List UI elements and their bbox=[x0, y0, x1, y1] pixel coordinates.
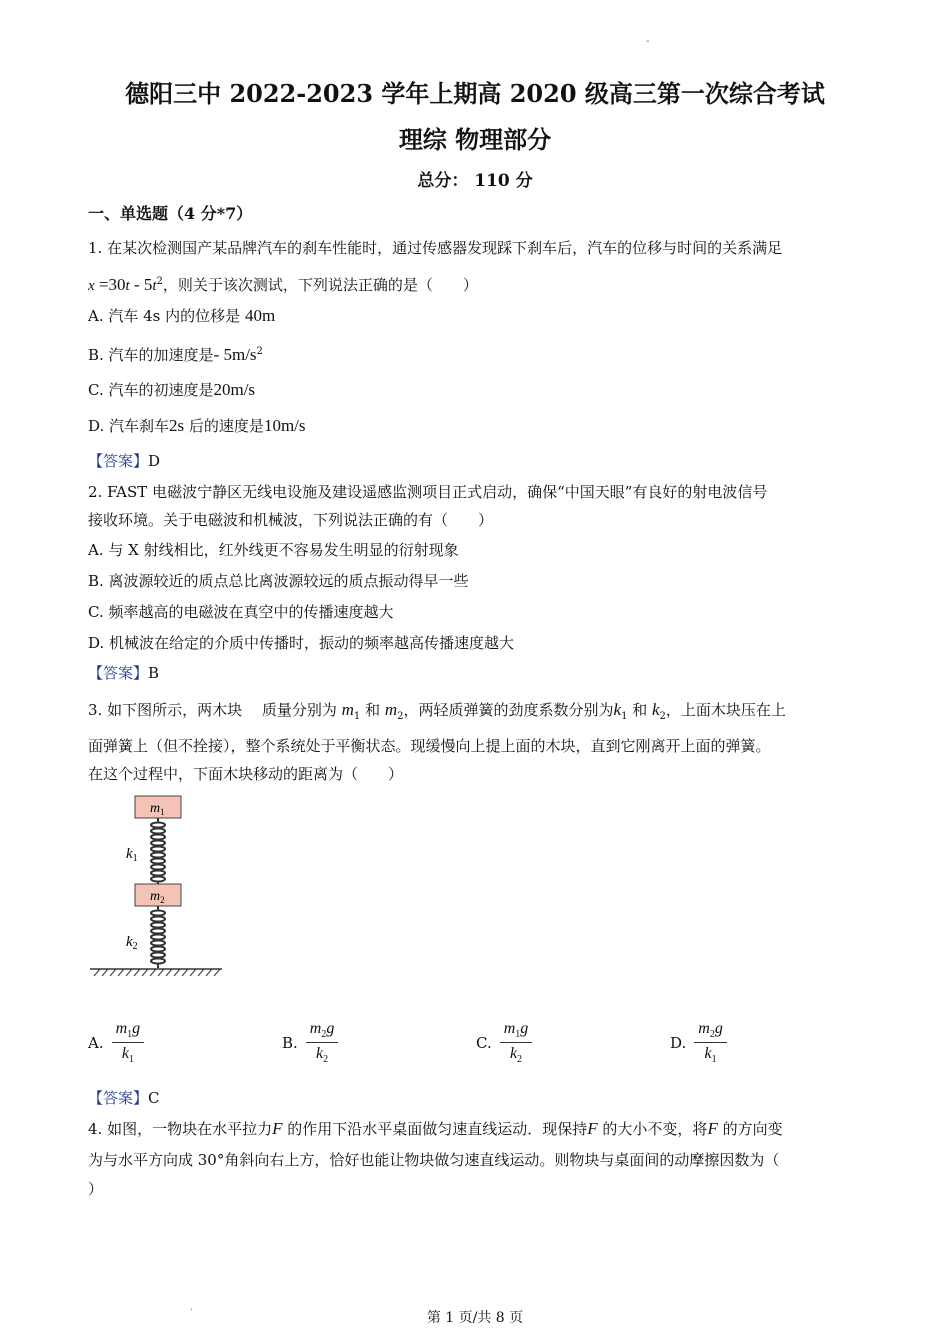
block-m1-label: $m_1$ bbox=[150, 801, 165, 817]
q1-option-c: C. 汽车的初速度是20m/s bbox=[88, 380, 256, 399]
q4-stem-cont: 为与水平方向成 30°角斜向右上方，恰好也能让物块做匀速直线运动。则物块与桌面间的动摩擦因数为（ bbox=[88, 1151, 780, 1169]
spring-k1-label: $k_1$ bbox=[126, 846, 138, 864]
q3-stem: 3. 如下图所示，两木块 质量分别为 $m_1$ 和 $m_2$，两轻质弹簧的劲度系数分别为$k_1$ 和 $k_2$，上面木块压在上 bbox=[88, 700, 786, 722]
scan-mark: - bbox=[646, 36, 650, 47]
spring-k2-label: $k_2$ bbox=[126, 934, 138, 952]
q2-option-c: C. 频率越高的电磁波在真空中的传播速度越大 bbox=[88, 603, 394, 621]
q1-stem-formula: $x =30t - 5t^2$，则关于该次测试，下列说法正确的是（ ） bbox=[88, 275, 478, 294]
q2-option-d: D. 机械波在给定的介质中传播时，振动的频率越高传播速度越大 bbox=[88, 634, 515, 652]
q4-stem: 4. 如图，一物块在水平拉力F 的作用下沿水平桌面做匀速直线运动．现保持F 的大小不变，将F 的方向变 bbox=[88, 1119, 783, 1138]
q4-stem-cont2: ） bbox=[88, 1180, 104, 1198]
q2-answer: 【答案】B bbox=[88, 664, 160, 682]
q2-option-a: A. 与 X 射线相比，红外线更不容易发生明显的衍射现象 bbox=[88, 541, 459, 559]
q3-option-d: D. $\frac{m_2g}{k_1}$ bbox=[670, 1020, 727, 1065]
block-m2-label: $m_2$ bbox=[150, 889, 165, 905]
q3-option-c: C. $\frac{m_1g}{k_2}$ bbox=[476, 1020, 532, 1065]
q3-stem-cont: 面弹簧上（但不拴接），整个系统处于平衡状态。现缓慢向上提上面的木块，直到它刚离开上面的弹簧。 bbox=[88, 737, 771, 755]
spring-k1 bbox=[151, 818, 165, 884]
section-single-choice: 一、单选题（4 分*7） bbox=[88, 204, 253, 223]
q1-option-b: B. 汽车的加速度是- $5m/s^2$ bbox=[88, 345, 263, 364]
q3-option-b: B. $\frac{m_2g}{k_2}$ bbox=[282, 1020, 338, 1065]
q1-answer: 【答案】D bbox=[88, 452, 161, 470]
ground bbox=[90, 969, 222, 976]
q2-stem-cont: 接收环境。关于电磁波和机械波，下列说法正确的有（ ） bbox=[88, 511, 494, 529]
page-number: 第 1 页/共 8 页 bbox=[426, 1310, 524, 1326]
spring-k2 bbox=[151, 906, 165, 968]
q2-stem: 2. FAST 电磁波宁静区无线电设施及建设遥感监测项目正式启动，确保“中国天眼”有良好的射电波信号 bbox=[88, 483, 768, 501]
spring-block-diagram bbox=[88, 792, 228, 982]
q1-option-d: D. 汽车刹车2s 后的速度是10m/s bbox=[88, 416, 306, 435]
q1-option-a: A. 汽车 4s 内的位移是 40m bbox=[88, 306, 276, 325]
q3-stem-cont2: 在这个过程中，下面木块移动的距离为（ ） bbox=[88, 765, 404, 783]
q3-option-a: A. $\frac{m_1g}{k_1}$ bbox=[88, 1020, 144, 1065]
exam-total-score: 总分： 110 分 bbox=[417, 171, 533, 191]
exam-title: 德阳三中 2022-2023 学年上期高 2020 级高三第一次综合考试 bbox=[125, 79, 825, 108]
q1-stem: 1. 在某次检测国产某品牌汽车的刹车性能时，通过传感器发现踩下刹车后，汽车的位移与时间的关系满足 bbox=[88, 239, 783, 257]
q2-option-b: B. 离波源较近的质点总比离波源较远的质点振动得早一些 bbox=[88, 572, 469, 590]
q1-formula: $x =30t - 5t^2$ bbox=[88, 275, 163, 294]
scan-mark: . bbox=[190, 1302, 194, 1313]
q3-answer: 【答案】C bbox=[88, 1089, 160, 1107]
exam-subtitle: 理综 物理部分 bbox=[398, 125, 552, 154]
